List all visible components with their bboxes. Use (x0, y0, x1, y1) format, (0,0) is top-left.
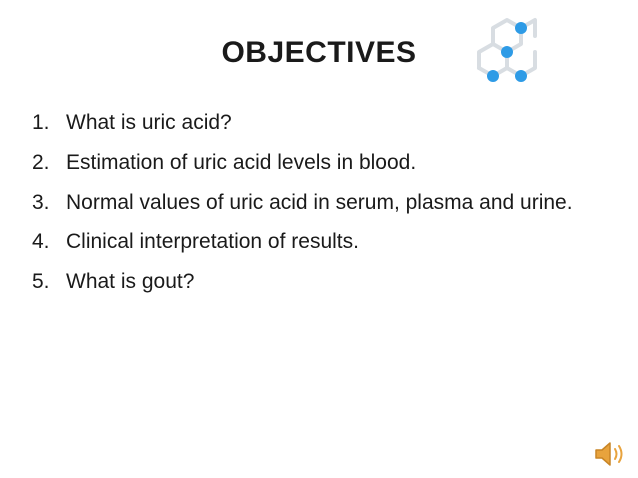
list-item (32, 227, 610, 257)
list-item-marker: 3. (32, 190, 50, 214)
list-item (32, 108, 610, 138)
list-item-text: What is gout? (66, 270, 195, 294)
list-item (32, 148, 610, 178)
list-item-text: Normal values of uric acid in serum, plasma and urine. (66, 190, 573, 214)
list-item (32, 267, 610, 297)
slide-title: OBJECTIVES (221, 36, 417, 69)
list-item-text: Clinical interpretation of results. (66, 230, 359, 254)
speaker-icon[interactable] (592, 438, 628, 470)
list-item-marker: 1. (32, 111, 50, 134)
list-item-text: Estimation of uric acid levels in blood. (66, 150, 417, 174)
list-item-text: What is uric acid? (66, 111, 232, 134)
list-item (32, 188, 610, 218)
list-item-marker: 2. (32, 150, 50, 174)
list-item-marker: 5. (32, 270, 50, 294)
objectives-list (32, 108, 610, 307)
list-item-marker: 4. (32, 230, 50, 254)
